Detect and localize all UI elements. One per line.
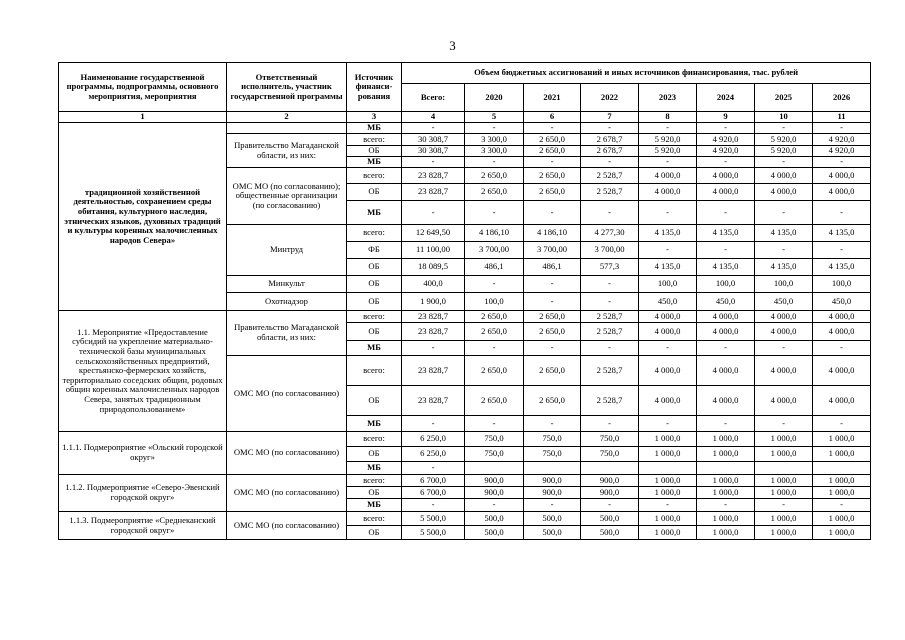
value-cell: - xyxy=(581,276,639,293)
value-cell: 750,0 xyxy=(524,432,581,447)
value-cell: 4 135,0 xyxy=(813,259,871,276)
column-number: 7 xyxy=(581,112,639,123)
executor-cell: ОМС МО (по согласованию) xyxy=(227,475,347,512)
value-cell: 1 000,0 xyxy=(697,447,755,462)
value-cell: 1 000,0 xyxy=(755,512,813,526)
value-cell: - xyxy=(524,293,581,311)
value-cell: 4 277,30 xyxy=(581,225,639,242)
source-cell: всего: xyxy=(347,311,402,323)
value-cell: - xyxy=(524,157,581,168)
value-cell: 3 700,00 xyxy=(465,242,524,259)
value-cell: - xyxy=(524,276,581,293)
value-cell: - xyxy=(581,157,639,168)
value-cell: - xyxy=(813,201,871,225)
value-cell: 577,3 xyxy=(581,259,639,276)
value-cell: 900,0 xyxy=(465,487,524,499)
value-cell: 400,0 xyxy=(402,276,465,293)
value-cell: 2 528,7 xyxy=(581,356,639,386)
value-cell: - xyxy=(465,201,524,225)
value-cell: 2 528,7 xyxy=(581,311,639,323)
value-cell: - xyxy=(402,416,465,432)
value-cell: - xyxy=(755,201,813,225)
value-cell: 6 700,0 xyxy=(402,475,465,487)
value-cell: 2 528,7 xyxy=(581,323,639,341)
column-number: 2 xyxy=(227,112,347,123)
value-cell: 30 308,7 xyxy=(402,134,465,146)
source-cell: ФБ xyxy=(347,242,402,259)
table-row xyxy=(59,432,871,447)
value-cell: 1 000,0 xyxy=(813,447,871,462)
value-cell: 100,0 xyxy=(465,293,524,311)
program-name-cell: 1.1.2. Подмероприятие «Северо-Эвенский городской округ» xyxy=(59,475,227,512)
value-cell: - xyxy=(402,201,465,225)
value-cell: - xyxy=(524,341,581,356)
header-year: Всего: xyxy=(402,84,465,112)
value-cell: - xyxy=(639,499,697,512)
value-cell: 4 135,0 xyxy=(639,225,697,242)
source-cell: МБ xyxy=(347,462,402,475)
source-cell: МБ xyxy=(347,123,402,134)
value-cell: 4 920,0 xyxy=(813,146,871,157)
value-cell: 2 650,0 xyxy=(524,184,581,201)
value-cell: 1 000,0 xyxy=(755,432,813,447)
value-cell: - xyxy=(697,242,755,259)
value-cell: - xyxy=(402,499,465,512)
value-cell: 750,0 xyxy=(465,432,524,447)
value-cell: 2 528,7 xyxy=(581,184,639,201)
value-cell: 12 649,50 xyxy=(402,225,465,242)
value-cell: 450,0 xyxy=(813,293,871,311)
value-cell: 2 678,7 xyxy=(581,134,639,146)
value-cell: 4 000,0 xyxy=(697,168,755,184)
value-cell: 1 000,0 xyxy=(639,526,697,540)
value-cell: 2 650,0 xyxy=(465,356,524,386)
value-cell: 1 000,0 xyxy=(813,526,871,540)
value-cell: 900,0 xyxy=(465,475,524,487)
value-cell: - xyxy=(524,416,581,432)
value-cell: - xyxy=(639,123,697,134)
table-row xyxy=(59,311,871,323)
value-cell: 1 000,0 xyxy=(639,432,697,447)
value-cell: 750,0 xyxy=(581,447,639,462)
executor-cell: Охотнадзор xyxy=(227,293,347,311)
executor-cell: Минкульт xyxy=(227,276,347,293)
source-cell: ОБ xyxy=(347,259,402,276)
value-cell: 4 135,0 xyxy=(639,259,697,276)
value-cell: 23 828,7 xyxy=(402,311,465,323)
value-cell: 4 000,0 xyxy=(755,356,813,386)
value-cell: 2 650,0 xyxy=(524,323,581,341)
value-cell: - xyxy=(755,123,813,134)
column-number: 4 xyxy=(402,112,465,123)
value-cell: 3 300,0 xyxy=(465,134,524,146)
value-cell: - xyxy=(639,157,697,168)
value-cell: 4 000,0 xyxy=(813,311,871,323)
value-cell: 1 000,0 xyxy=(697,512,755,526)
value-cell: 486,1 xyxy=(524,259,581,276)
source-cell: МБ xyxy=(347,157,402,168)
value-cell: 4 000,0 xyxy=(813,386,871,416)
value-cell: - xyxy=(755,499,813,512)
value-cell: - xyxy=(813,242,871,259)
value-cell xyxy=(524,462,581,475)
value-cell: 4 000,0 xyxy=(639,184,697,201)
value-cell: 1 000,0 xyxy=(697,526,755,540)
value-cell xyxy=(697,462,755,475)
value-cell: - xyxy=(813,123,871,134)
value-cell: 2 650,0 xyxy=(524,134,581,146)
value-cell: - xyxy=(402,123,465,134)
value-cell: - xyxy=(465,276,524,293)
value-cell: - xyxy=(639,416,697,432)
value-cell: 2 678,7 xyxy=(581,146,639,157)
value-cell: - xyxy=(639,341,697,356)
value-cell: 23 828,7 xyxy=(402,356,465,386)
value-cell: 4 000,0 xyxy=(813,356,871,386)
source-cell: МБ xyxy=(347,341,402,356)
value-cell: - xyxy=(402,341,465,356)
value-cell: 4 186,10 xyxy=(524,225,581,242)
source-cell: всего: xyxy=(347,168,402,184)
value-cell: - xyxy=(465,157,524,168)
value-cell: 100,0 xyxy=(755,276,813,293)
budget-table xyxy=(58,62,871,540)
value-cell: - xyxy=(639,242,697,259)
value-cell: - xyxy=(581,499,639,512)
value-cell: 4 135,0 xyxy=(697,225,755,242)
executor-cell: ОМС МО (по согласованию) xyxy=(227,356,347,432)
value-cell xyxy=(813,462,871,475)
source-cell: всего: xyxy=(347,134,402,146)
value-cell: - xyxy=(465,123,524,134)
value-cell: 4 000,0 xyxy=(755,184,813,201)
value-cell: 4 135,0 xyxy=(813,225,871,242)
value-cell: - xyxy=(402,157,465,168)
value-cell: 6 250,0 xyxy=(402,447,465,462)
value-cell: - xyxy=(813,157,871,168)
value-cell: 1 000,0 xyxy=(639,447,697,462)
value-cell: 23 828,7 xyxy=(402,386,465,416)
value-cell: 900,0 xyxy=(524,475,581,487)
value-cell: 23 828,7 xyxy=(402,168,465,184)
value-cell: 5 920,0 xyxy=(755,134,813,146)
value-cell: 1 000,0 xyxy=(813,475,871,487)
value-cell: 2 650,0 xyxy=(524,356,581,386)
value-cell: 4 000,0 xyxy=(755,323,813,341)
column-number: 10 xyxy=(755,112,813,123)
value-cell: 500,0 xyxy=(465,526,524,540)
value-cell: 1 000,0 xyxy=(755,526,813,540)
value-cell: - xyxy=(697,123,755,134)
program-name-cell: традиционной хозяйственной деятельностью, сохранением среды обитания, культурного наследия, этнических языков, духовных традиций и культуры коренных малочисленных народов Севера» xyxy=(59,123,227,311)
value-cell: 100,0 xyxy=(813,276,871,293)
value-cell: - xyxy=(639,201,697,225)
value-cell: 4 000,0 xyxy=(697,311,755,323)
value-cell: 4 000,0 xyxy=(813,184,871,201)
value-cell: 6 700,0 xyxy=(402,487,465,499)
header-year: 2023 xyxy=(639,84,697,112)
value-cell: 1 000,0 xyxy=(813,512,871,526)
value-cell: 750,0 xyxy=(465,447,524,462)
value-cell: 2 650,0 xyxy=(524,146,581,157)
page-number: 3 xyxy=(449,38,456,53)
value-cell: 2 650,0 xyxy=(465,386,524,416)
value-cell: - xyxy=(581,416,639,432)
value-cell: 4 000,0 xyxy=(697,323,755,341)
value-cell: - xyxy=(755,242,813,259)
value-cell: - xyxy=(581,341,639,356)
value-cell: 2 650,0 xyxy=(465,323,524,341)
source-cell: ОБ xyxy=(347,146,402,157)
value-cell: - xyxy=(524,499,581,512)
header-year: 2024 xyxy=(697,84,755,112)
header-year: 2022 xyxy=(581,84,639,112)
executor-cell: ОМС МО (по согласованию) xyxy=(227,432,347,475)
source-cell: МБ xyxy=(347,499,402,512)
value-cell: 1 000,0 xyxy=(813,487,871,499)
value-cell: 500,0 xyxy=(524,512,581,526)
source-cell: всего: xyxy=(347,356,402,386)
value-cell: 100,0 xyxy=(639,276,697,293)
value-cell: 4 186,10 xyxy=(465,225,524,242)
value-cell: 4 920,0 xyxy=(813,134,871,146)
value-cell: 750,0 xyxy=(524,447,581,462)
header-year: 2020 xyxy=(465,84,524,112)
value-cell: 2 650,0 xyxy=(524,168,581,184)
column-number: 1 xyxy=(59,112,227,123)
value-cell: 450,0 xyxy=(755,293,813,311)
value-cell: - xyxy=(813,416,871,432)
source-cell: ОБ xyxy=(347,526,402,540)
value-cell: - xyxy=(581,293,639,311)
source-cell: МБ xyxy=(347,201,402,225)
table-row xyxy=(59,512,871,526)
column-number: 5 xyxy=(465,112,524,123)
source-cell: ОБ xyxy=(347,323,402,341)
value-cell: - xyxy=(755,416,813,432)
value-cell: 5 920,0 xyxy=(639,146,697,157)
value-cell: 1 000,0 xyxy=(697,432,755,447)
value-cell: 4 920,0 xyxy=(697,146,755,157)
header-year: 2025 xyxy=(755,84,813,112)
source-cell: всего: xyxy=(347,512,402,526)
source-cell: ОБ xyxy=(347,293,402,311)
value-cell: 2 650,0 xyxy=(524,311,581,323)
value-cell: 6 250,0 xyxy=(402,432,465,447)
value-cell: 450,0 xyxy=(639,293,697,311)
value-cell: 1 000,0 xyxy=(755,487,813,499)
value-cell: 2 650,0 xyxy=(524,386,581,416)
table-row xyxy=(59,123,871,134)
value-cell: 4 000,0 xyxy=(755,168,813,184)
value-cell: 4 000,0 xyxy=(697,184,755,201)
source-cell: всего: xyxy=(347,475,402,487)
value-cell: 5 500,0 xyxy=(402,512,465,526)
column-number: 6 xyxy=(524,112,581,123)
executor-cell: ОМС МО (по согласованию) xyxy=(227,512,347,540)
value-cell: - xyxy=(697,157,755,168)
value-cell: 5 500,0 xyxy=(402,526,465,540)
program-name-cell: 1.1. Мероприятие «Предоставление субсидий на укрепление материально-технической базы муниципальных сельскохозяйственных предприятий, крестьянско-фермерских хозяйств, территориально соседских общин, родовых общин коренных малочисленных народов Севера, занятых традиционным природопользованием» xyxy=(59,311,227,432)
value-cell: 4 000,0 xyxy=(755,311,813,323)
header-source: Источник финанси-рования xyxy=(347,63,402,112)
value-cell: 750,0 xyxy=(581,432,639,447)
source-cell: всего: xyxy=(347,225,402,242)
value-cell xyxy=(465,462,524,475)
value-cell: - xyxy=(697,416,755,432)
value-cell: 23 828,7 xyxy=(402,323,465,341)
value-cell: 4 000,0 xyxy=(813,168,871,184)
value-cell: - xyxy=(465,341,524,356)
value-cell: 4 135,0 xyxy=(755,225,813,242)
value-cell xyxy=(581,462,639,475)
value-cell: 900,0 xyxy=(524,487,581,499)
value-cell: 900,0 xyxy=(581,487,639,499)
value-cell: - xyxy=(813,499,871,512)
value-cell: 3 700,00 xyxy=(524,242,581,259)
value-cell: 18 089,5 xyxy=(402,259,465,276)
value-cell: 1 000,0 xyxy=(755,475,813,487)
column-number: 3 xyxy=(347,112,402,123)
executor-cell: ОМС МО (по согласованию); общественные организации (по согласованию) xyxy=(227,168,347,225)
value-cell: 500,0 xyxy=(581,526,639,540)
value-cell: - xyxy=(813,341,871,356)
value-cell: - xyxy=(755,341,813,356)
value-cell: - xyxy=(755,157,813,168)
source-cell: ОБ xyxy=(347,447,402,462)
source-cell: ОБ xyxy=(347,276,402,293)
program-name-cell: 1.1.3. Подмероприятие «Среднеканский городской округ» xyxy=(59,512,227,540)
value-cell: 1 000,0 xyxy=(755,447,813,462)
value-cell: 4 000,0 xyxy=(639,356,697,386)
executor-cell: Правительство Магаданской области, из них: xyxy=(227,311,347,356)
value-cell: - xyxy=(581,201,639,225)
value-cell: 4 000,0 xyxy=(639,168,697,184)
value-cell: 1 000,0 xyxy=(813,432,871,447)
source-cell: МБ xyxy=(347,416,402,432)
value-cell: 450,0 xyxy=(697,293,755,311)
header-name: Наименование государственной программы, подпрограммы, основного мероприятия, мероприятия xyxy=(59,63,227,112)
value-cell: - xyxy=(524,123,581,134)
value-cell: 1 000,0 xyxy=(639,487,697,499)
value-cell: 4 135,0 xyxy=(697,259,755,276)
value-cell: 23 828,7 xyxy=(402,184,465,201)
value-cell: 1 000,0 xyxy=(697,487,755,499)
value-cell: 3 700,00 xyxy=(581,242,639,259)
value-cell: 4 000,0 xyxy=(639,311,697,323)
value-cell: - xyxy=(697,499,755,512)
header-volume: Объем бюджетных ассигнований и иных источников финансирования, тыс. рублей xyxy=(402,63,871,84)
column-number: 11 xyxy=(813,112,871,123)
value-cell: 486,1 xyxy=(465,259,524,276)
value-cell: - xyxy=(697,341,755,356)
executor-cell: Правительство Магаданской области, из них: xyxy=(227,134,347,168)
value-cell: 2 528,7 xyxy=(581,168,639,184)
value-cell: 2 650,0 xyxy=(465,311,524,323)
column-number: 8 xyxy=(639,112,697,123)
value-cell: 4 000,0 xyxy=(639,386,697,416)
value-cell: - xyxy=(581,123,639,134)
value-cell: 4 000,0 xyxy=(697,356,755,386)
value-cell: 4 000,0 xyxy=(697,386,755,416)
value-cell: - xyxy=(697,201,755,225)
value-cell: - xyxy=(465,416,524,432)
header-year: 2021 xyxy=(524,84,581,112)
value-cell: - xyxy=(465,499,524,512)
value-cell: 100,0 xyxy=(697,276,755,293)
value-cell: 2 650,0 xyxy=(465,168,524,184)
program-name-cell: 1.1.1. Подмероприятие «Ольский городской округ» xyxy=(59,432,227,475)
source-cell: ОБ xyxy=(347,184,402,201)
value-cell: 2 528,7 xyxy=(581,386,639,416)
value-cell: 5 920,0 xyxy=(639,134,697,146)
value-cell: 5 920,0 xyxy=(755,146,813,157)
value-cell: 4 000,0 xyxy=(813,323,871,341)
value-cell: 900,0 xyxy=(581,475,639,487)
value-cell: 4 000,0 xyxy=(639,323,697,341)
value-cell: 500,0 xyxy=(524,526,581,540)
header-executor: Ответственный исполнитель, участник государственной программы xyxy=(227,63,347,112)
value-cell: 1 000,0 xyxy=(697,475,755,487)
source-cell: всего: xyxy=(347,432,402,447)
value-cell: 1 000,0 xyxy=(639,512,697,526)
value-cell: - xyxy=(524,201,581,225)
value-cell: 30 308,7 xyxy=(402,146,465,157)
value-cell: 4 135,0 xyxy=(755,259,813,276)
value-cell: 4 000,0 xyxy=(755,386,813,416)
value-cell: 500,0 xyxy=(581,512,639,526)
value-cell xyxy=(639,462,697,475)
value-cell xyxy=(755,462,813,475)
value-cell: 500,0 xyxy=(465,512,524,526)
value-cell: 4 920,0 xyxy=(697,134,755,146)
value-cell: 2 650,0 xyxy=(465,184,524,201)
executor-cell: Минтруд xyxy=(227,225,347,276)
value-cell: 3 300,0 xyxy=(465,146,524,157)
value-cell: - xyxy=(402,462,465,475)
source-cell: ОБ xyxy=(347,487,402,499)
value-cell: 1 000,0 xyxy=(639,475,697,487)
table-row xyxy=(59,475,871,487)
executor-cell xyxy=(227,123,347,134)
value-cell: 11 100,00 xyxy=(402,242,465,259)
source-cell: ОБ xyxy=(347,386,402,416)
column-number: 9 xyxy=(697,112,755,123)
value-cell: 1 900,0 xyxy=(402,293,465,311)
header-year: 2026 xyxy=(813,84,871,112)
